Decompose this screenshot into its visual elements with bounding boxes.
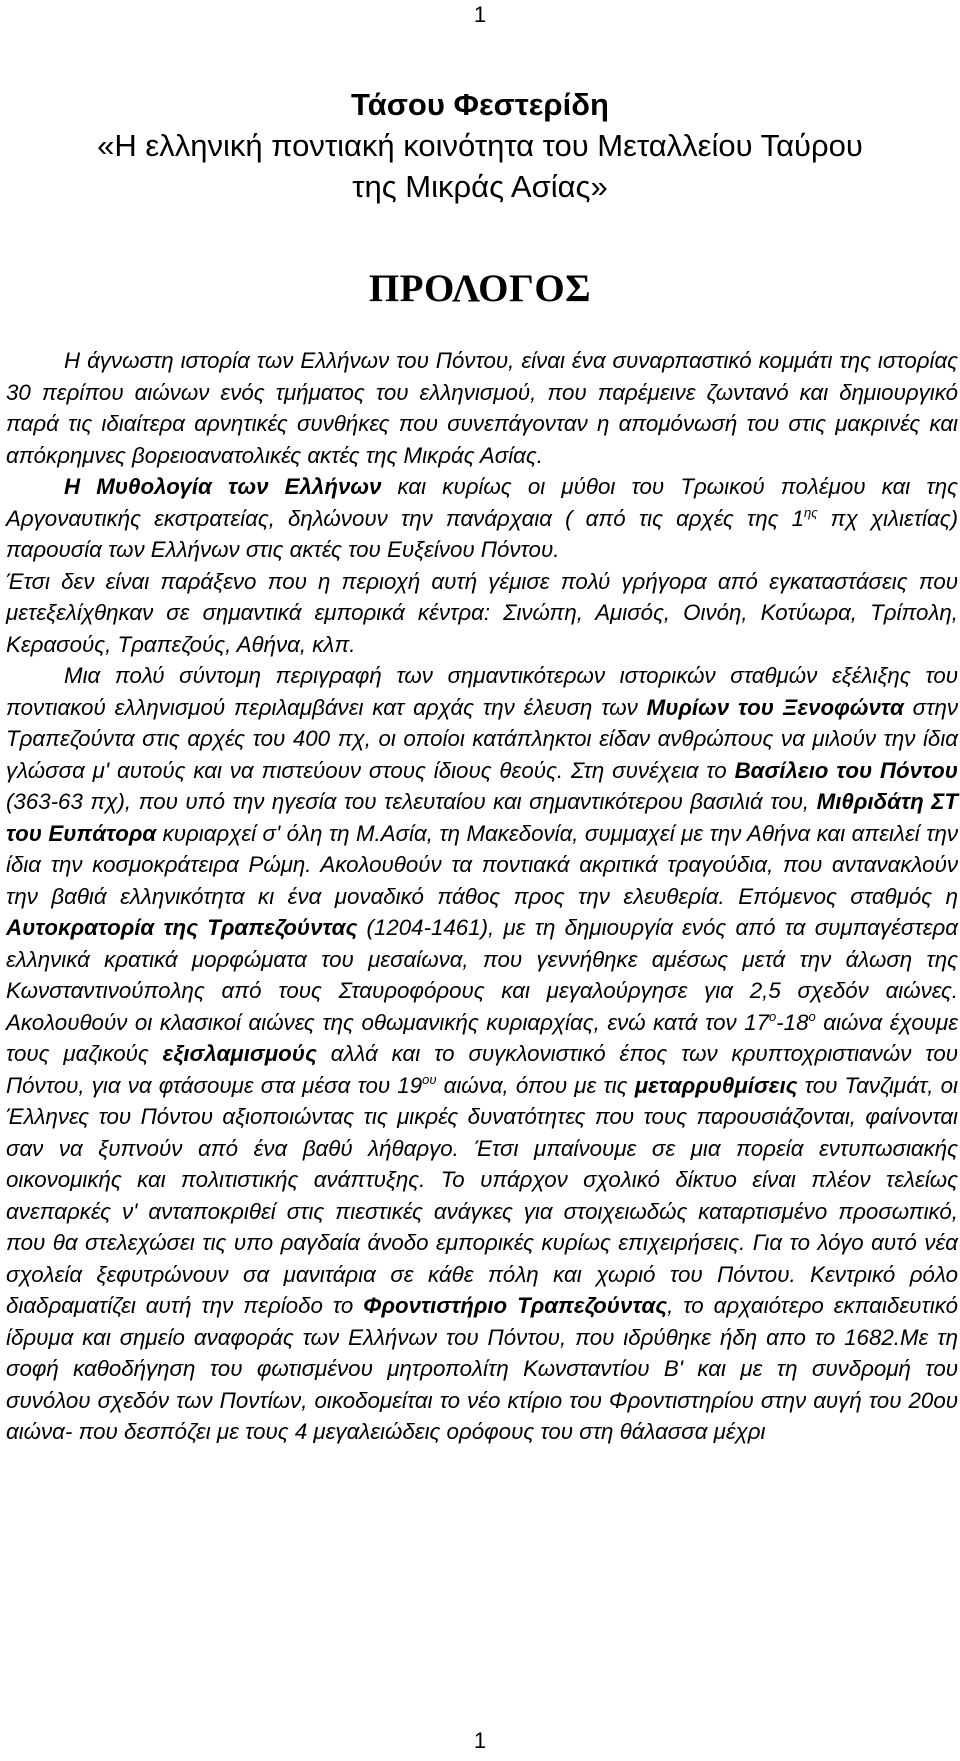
title-line-2: της Μικράς Ασίας» [352, 169, 608, 204]
bold-phrase: Η Μυθολογία των Ελλήνων [64, 474, 382, 499]
document-title [0, 84, 960, 207]
paragraph-2b: Έτσι δεν είναι παράξενο που η περιοχή αυτή γέμισε πολύ γρήγορα από εγκαταστάσεις που μετεξελίχθηκαν σε σημαντικά εμπορικά κέντρα: Σινώπη, Αμισός, Οινόη, Κοτύωρα, Τρίπολη, Κερασούς, Τραπεζούς, Αθήνα, κλπ. [6, 568, 958, 657]
paragraph-3: Μια πολύ σύντομη περιγραφή των σημαντικότερων ιστορικών σταθμών εξέλιξης του ποντιακού ελληνισμού περιλαμβάνει κατ αρχάς την έλευση των Μυρίων του Ξενοφώντα στην Τραπεζούντα στις αρχές του 400 πχ, οι οποίοι κατάπληκτοι είδαν ανθρώπους να μιλούν την ίδια γλώσσα μ' αυτούς και να πιστεύουν στους ίδιους θεούς. Στη συνέχεια το Βασίλειο του Πόντου (363-63 πχ), που υπό την ηγεσία του τελευταίου και σημαντικότερου βασιλιά του, Μιθριδάτη ΣΤ του Ευπάτορα κυριαρχεί σ' όλη τη Μ.Ασία, τη Μακεδονία, συμμαχεί με την Αθήνα και απειλεί την ίδια την κοσμοκράτειρα Ρώμη. Ακολουθούν τα ποντιακά ακριτικά τραγούδια, που αντανακλούν την βαθιά ελληνικότητα κι ένα μοναδικό πάθος προς την ελευθερία. Επόμενος σταθμός η Αυτοκρατορία της Τραπεζούντας (1204-1461), με τη δημιουργία ενός από τα συμπαγέστερα ελληνικά κρατικά μορφώματα του μεσαίωνα, που γεννήθηκε αμέσως μετά την άλωση της Κωνσταντινούπολης από τους Σταυροφόρους και μεγαλούργησε για 2,5 σχεδόν αιώνες. Ακολουθούν οι κλασικοί αιώνες της οθωμανικής κυριαρχίας, ενώ κατά τον $17^o-18^o$ αιώνα έχουμε τους μαζικούς εξισλαμισμούς αλλά και το συγκλονιστικό έπος των κρυπτοχριστιανών του Πόντου, για να φτάσουμε στα μέσα του $19^{o\upsilon}$ αιώνα, όπου με τις μεταρρυθμίσεις του Τανζιμάτ, οι Έλληνες του Πόντου αξιοποιώντας τις μικρές δυνατότητες που τους παρουσιάζονται, φαίνονται σαν να ξυπνούν από ένα βαθύ λήθαργο. Έτσι μπαίνουμε σε μια πορεία εντυπωσιακής οικονομικής και πολιτιστικής ανάπτυξης. Το υπάρχον σχολικό δίκτυο είναι πλέον τελείως ανεπαρκές ν' ανταποκριθεί στις πιεστικές ανάγκες για στοιχειωδώς καταρτισμένο προσωπικό, που θα στελεχώσει τις υπο ραγδαία άνοδο εμπορικές κυρίως επιχειρήσεις. Για το λόγο αυτό νέα σχολεία ξεφυτρώνουν σα μανιτάρια σε κάθε πόλη και χωριό του Πόντου. Κεντρικό ρόλο διαδραματίζει αυτή την περίοδο το Φροντιστήριο Τραπεζούντας, το αρχαιότερο εκπαιδευτικό ίδρυμα και σημείο αναφοράς των Ελλήνων του Πόντου, που ιδρύθηκε ήδη απο το 1682.Με τη σοφή καθοδήγηση του φωτισμένου μητροπολίτη Κωνσταντίου Β' και με τη συνδρομή του συνόλου σχεδόν των Ποντίων, οικοδομείται το νέο κτίριο του Φροντιστηρίου στην αυγή του 20ου αιώνα- που δεσπόζει με τους 4 μεγαλειώδεις ορόφους του στη θάλασσα μέχρι [6, 663, 959, 1444]
section-heading: ΠΡΟΛΟΓΟΣ [368, 267, 592, 310]
title-line-1: «Η ελληνική ποντιακή κοινότητα του Μεταλλείου Ταύρου [97, 128, 863, 163]
paragraph-1: Η άγνωστη ιστορία των Ελλήνων του Πόντου, είναι ένα συναρπαστικό κομμάτι της ιστορίας 30 περίπου αιώνων ενός τμήματος του ελληνισμού, που παρέμεινε ζωντανό και δημιουργικό παρά τις ιδιαίτερα αρνητικές συνθήκες που συνεπάγονταν η απομόνωσή του στις μακρινές και απόκρημνες βορειοανατολικές ακτές της Μικράς Ασίας. [6, 348, 958, 468]
page-number-bottom: 1 [473, 1728, 487, 1753]
body-text [6, 345, 958, 1448]
paragraph-2: Η Μυθολογία των Ελλήνων και κυρίως οι μύθοι του Τρωικού πολέμου και της Αργοναυτικής εκστρατείας, δηλώνουν την πανάρχαια ( από τις αρχές της $1^{\eta\varsigma}$ πχ χιλιετίας) παρουσία των Ελλήνων στις ακτές του Ευξείνου Πόντου. [6, 474, 959, 562]
page-number-top: 1 [473, 2, 487, 27]
author-line: Τάσου Φεστερίδη [351, 87, 609, 122]
